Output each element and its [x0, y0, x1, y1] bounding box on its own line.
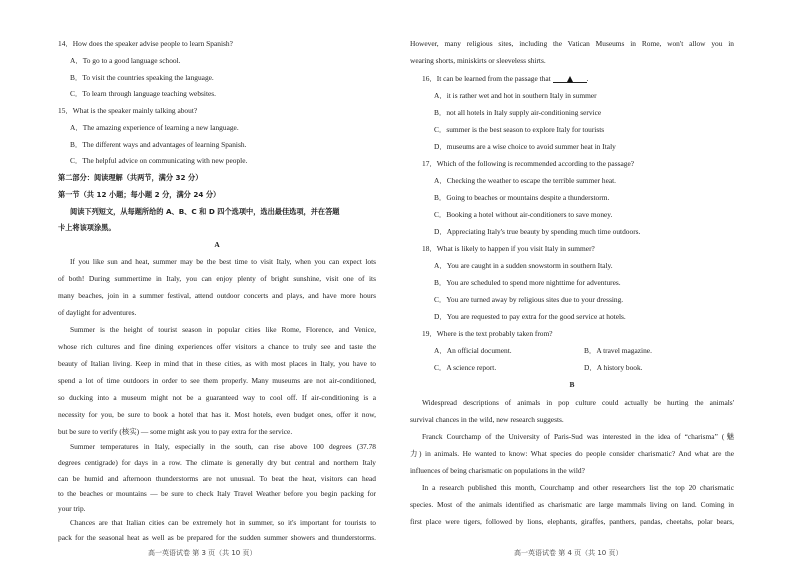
q15-option-c: C．The helpful advice on communicating with new people. [70, 156, 248, 165]
q18-option-c: C．You are turned away by religious sites due to your dressing. [434, 295, 624, 304]
q15-option-a: A．The amazing experience of learning a new language. [70, 123, 239, 132]
para-a2-line: Summer is the height of tourist season in popular cities like Rome, Florence, and Venice, [70, 325, 376, 334]
q16-stem-end: . [586, 74, 589, 83]
q19-option-c: C．A science report. [434, 363, 497, 372]
q17-option-c: C．Booking a hotel without air-conditioners to save money. [434, 210, 613, 219]
para-b1-line: Widespread descriptions of animals in pop culture could actually be hurting the animals' [422, 398, 734, 407]
para-b3-line: species. Most of the animals identified as charismatic are large mammals living on land. Coming in [410, 500, 734, 509]
para-a1-line: of daylight for adventures. [58, 308, 137, 317]
q18-option-a: A．You are caught in a sudden snowstorm in southern Italy. [434, 261, 613, 270]
para-a3-line: your trip. [58, 504, 86, 513]
q17-stem: 17．Which of the following is recommended according to the passage? [422, 159, 635, 168]
q18-stem: 18．What is likely to happen if you visit Italy in summer? [422, 244, 595, 253]
para-a3-line: to the beaches or mountains — be sure to check Italy Travel Weather before you begin packing for [58, 489, 376, 498]
q19-option-b: B．A travel magazine. [584, 346, 652, 355]
para-a2-line: so ducking into a museum might not be a guaranteed way to cool off. If air-conditioning is a [58, 393, 376, 402]
q19-option-a: A．An official document. [434, 346, 512, 355]
para-a2-line: spend a lot of time outdoors in order to see them properly. Many museums are not air-conditioned, [58, 376, 376, 385]
part2-heading: 第二部分：阅读理解（共两节，满分 32 分） [58, 173, 203, 182]
para-a3-line: Summer temperatures in Italy, especially in the south, can rise above 100 degrees (37.78 [70, 442, 376, 451]
para-b3-line: first place were tigers, followed by lions, elephants, giraffes, panthers, pandas, cheetahs, polar bears, [410, 517, 734, 526]
page-footer-left: 高一英语试卷 第 3 页（共 10 页） [148, 549, 257, 557]
q14-stem: 14．How does the speaker advise people to learn Spanish? [58, 39, 233, 48]
para-b2-line: Franck Courchamp of the University of Paris-Sud was interested in the idea of “charisma” (魅 [422, 432, 734, 441]
q16-option-d: D．museums are a wise choice to avoid summer heat in Italy [434, 142, 616, 151]
passage-b-label: B [569, 380, 575, 389]
q18-option-d: D．You are requested to pay extra for the good service at hotels. [434, 312, 626, 321]
para-a1-line: If you like sun and heat, summer may be the best time to visit Italy, when you can expect lots [70, 257, 376, 266]
instruction-line-2: 卡上将该项涂黑。 [58, 223, 116, 232]
continued-line: However, many religious sites, including the Vatican Museums in Rome, won't allow you in [410, 39, 734, 48]
q16-option-b: B．not all hotels in Italy supply air-conditioning service [434, 108, 602, 117]
q17-option-a: A．Checking the weather to escape the terrible summer heat. [434, 176, 617, 185]
q16-option-c: C．summer is the best season to explore Italy for tourists [434, 125, 605, 134]
q14-option-a: A．To go to a good language school. [70, 56, 181, 65]
q17-option-d: D．Appreciating Italy's true beauty by spending much time outdoors. [434, 227, 641, 236]
q14-option-c: C．To learn through language teaching websites. [70, 89, 217, 98]
q16-option-a: A．it is rather wet and hot in southern Italy in summer [434, 91, 597, 100]
q17-option-b: B．Going to beaches or mountains despite a thunderstorm. [434, 193, 610, 202]
para-a2-line: but be sure to verify (核实) — some might ask you to pay extra for the service. [58, 427, 293, 436]
para-a4-line: pack for the seasonal heat as well as be prepared for the sudden summer showers and thunderstorms. [58, 533, 376, 542]
instruction-line-1: 阅读下列短文，从每题所给的 A、B、C 和 D 四个选项中，选出最佳选项，并在答题 [70, 207, 340, 216]
para-a1-line: many beaches, join in a summer festival, attend outdoor concerts and plays, and have more hours [58, 291, 376, 300]
para-a2-line: beauty of Italian living. Keep in mind that in these cities, as with most places in Italy, you have to [58, 359, 376, 368]
q15-option-b: B．The different ways and advantages of learning Spanish. [70, 140, 247, 149]
continued-line: wearing shorts, miniskirts or sleeveless shirts. [410, 56, 546, 65]
q19-stem: 19．Where is the text probably taken from? [422, 329, 553, 338]
answer-blank [553, 75, 587, 83]
page-footer-right: 高一英语试卷 第 4 页（共 10 页） [514, 549, 623, 557]
triangle-marker-icon [567, 76, 573, 82]
para-a1-line: of both! During summertime in Italy, you can enjoy plenty of bright sunshine, visit one of its [58, 274, 376, 283]
para-a3-line: degrees centigrade) for days in a row. The climate is generally dry but central and northern Italy [58, 458, 376, 467]
para-b1-line: survival chances in the wild, new research suggests. [410, 415, 564, 424]
passage-a-label: A [214, 240, 220, 249]
para-a4-line: Chances are that Italian cities can be extremely hot in summer, so it's important for tourists to [70, 518, 376, 527]
para-b2-line: influences of being charismatic on populations in the wild? [410, 466, 585, 475]
para-a3-line: can be humid and afternoon thunderstorms are not unusual. To beat the heat, visitors can head [58, 474, 376, 483]
q16-stem [422, 74, 588, 83]
q19-option-d: D．A history book. [584, 363, 643, 372]
para-a2-line: whose rich cultures and fine dining experiences offer visitors a chance to truly see and taste the [58, 342, 376, 351]
para-b2-line: 力) in animals. He wanted to know: What species do people consider charismatic? And what are the [410, 449, 734, 458]
section1-heading: 第一节（共 12 小题；每小题 2 分，满分 24 分） [58, 190, 221, 199]
para-b3-line: In a research published this month, Courchamp and other researchers list the top 20 charismatic [422, 483, 734, 492]
para-a2-line: necessity for you, be sure to book a hotel that has it. Most hotels, even budget ones, offer it now, [58, 410, 376, 419]
q16-stem-text: 16．It can be learned from the passage that [422, 74, 551, 83]
q15-stem: 15．What is the speaker mainly talking about? [58, 106, 198, 115]
q18-option-b: B．You are scheduled to spend more nighttime for adventures. [434, 278, 621, 287]
q14-option-b: B．To visit the countries speaking the language. [70, 73, 214, 82]
